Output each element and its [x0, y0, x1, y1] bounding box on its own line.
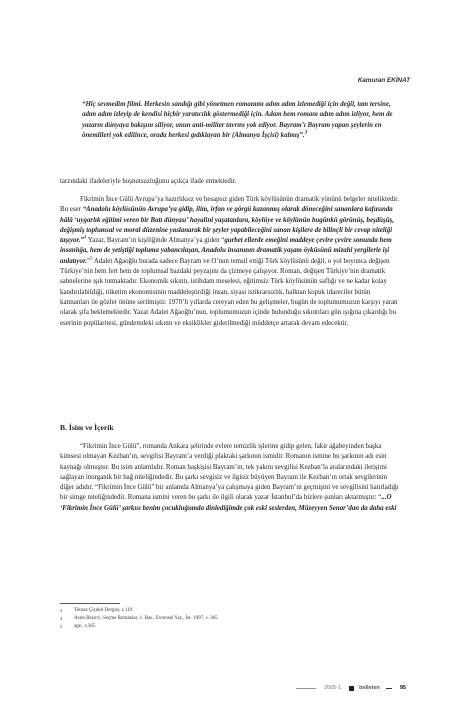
footer-dash — [386, 688, 392, 689]
square-bullet-icon — [349, 686, 354, 691]
footnote-ref: 5 — [90, 256, 93, 262]
quoted-text: gurbet ellerde emeğini maddeye çevire çevire sonunda hem insanlığa, hem de yetiştiği topluma yabancılaşan, Anadolu insanının dramatik yaşam öyküsünü mizahi yergilerle işi anlatıyor. — [60, 237, 392, 265]
footnote-text: Asım Bezirci, Seçme Romanlar, 1. Bas., Evrensel Yay., İst. 1997, s. 365 — [74, 616, 218, 622]
paragraph-text: Fikrimin İnce Gülü Avrupa’ya hazırlıksız ve hesapsız giden Türk köylüsünün dramatik yönünü belgeler niteliktedir. Bu eser — [60, 196, 399, 214]
block-quote-text: “Hiç sevmedim filmi. Herkesin sandığı gibi yönetmen romanımı adım adım izlemediği için değil, tam tersine, adım adım izleyip de kendisi hiçbir yaratıcılık göstermediği için. Adam hem romanı adım adım izliyor, hem de yazarın dünyaya bakışını siliyor, onun anti-militer tavrını yok ediyor. Bayram’ı Bayram yapan şeylerin en önemlileri yok edilince, orada herkesi gıdıklayan bir (Almanya İşçisi) kalmış”. — [82, 101, 393, 139]
footnote-item — [60, 607, 400, 615]
footnote-item — [60, 623, 400, 631]
footnote-divider — [60, 603, 120, 604]
running-header-author: Kamuran EKİNAT — [357, 77, 410, 84]
footnote-item — [60, 615, 400, 623]
footnote-ref: 4 — [83, 235, 87, 241]
body-paragraph-1 — [60, 195, 400, 329]
quoted-text: “Anadolu köylüsünün Avrupa’ya gidip, ilim, irfan ve görgü kazanmış olarak döneceğini sananlara kafasında hâlâ ‘uygarlık eğitimi veren bir Batı dünyası’ hayalini yaşatanlara, köylüye ve köylünün bugünkü görünüş, beşdüşüş, değişmiş toplumsal ve moral düzenine yaslanarak bir şeyler yapabileceğini sanan kişilere de bilinçli bir cevap niteliği taşıyor.” — [60, 206, 394, 245]
paragraph-text: ” — [87, 257, 91, 265]
footnote-number: 4 — [60, 616, 63, 622]
footnote-text: Tiknaz Çiçekli Dergisi, s.119 — [74, 608, 133, 613]
page-number: 95 — [399, 685, 406, 691]
section-heading: B. İsim ve İçerik — [60, 423, 114, 432]
footer-issue: 2005-1 — [323, 685, 342, 691]
footer-rule — [296, 688, 316, 689]
footnote-number: 3 — [60, 608, 63, 613]
body-paragraph-2 — [60, 442, 400, 514]
page-footer — [296, 685, 406, 691]
footnote-text: age., s.365 — [74, 624, 96, 630]
paragraph-text: Yazar, Bayram’ın kişiliğinde Almanya’ya giden “ — [86, 237, 225, 245]
quote-continuation-text: tarzındaki ifadeleriyle hoşnutsuzluğunu açıkça ifade etmektedir. — [60, 178, 237, 185]
footnote-ref: 3 — [304, 130, 308, 136]
footnote-number: 5 — [60, 624, 63, 630]
paragraph-text: Adalet Ağaoğlu burada sadece Bayram ve O’nun temsil ettiği Türk köylüsünü değil, o yol boyunca değişen Türkiye’nin hem fert hem de toplumsal bazdaki peyzajını da çizmeye çalışıyor. Roman, değişen Türkiye’nin dramatik sahnelerine ışık tutmaktadır. Ekonomik sıkıntı, istihdam meselesi, eğitimsiz Türk köylüsünün saflığı ve ne kadar kolay kandırılabildiği, tüketim ekonomisinin maddeleştirdiği insan, siyasi istikrarsızlık, halktan kopuk idareciler bütün katmanları ile gözler önüne serilmiştir. 1970’li yıllarda cereyan eden bu gelişmeler, bugün de toplumumuzun karşıyı yaran olarak şifa beklemektedir. Yazar Adalet Ağaoğlu’nun, toplumumuzun içinde bulunduğu sıkıntıları gün ışığına çıkardığı bu eserinin popülaritesi, gündemdeki sıkıntı ve eksiklikler giderilmediği müddetçe artarak devam edecektir. — [60, 257, 398, 327]
block-quote — [82, 100, 398, 141]
paragraph-text: “Fikrimin İnce Gülü”, romanda Ankara şehrinde evlere temizlik işlerine gidip gelen, fakir ağabeyinden başka kimsesi olmayan Kezban’ın, sevgilisi Bayram’a verdiği plaktaki şarkının ismidir. Romanın ismine bu şarkının adı esin kaynağı olmuştur. Bu isim anlamlıdır. Roman başkişisi Bayram’ın, tek yakını sevgilisi Kezban’la aralarındaki iletişimi sağlayan inorganik bir bağ niteliğindedir. Bu şarkı sevgisiz ve ilgisiz büyüyen Bayram ile Kezban’ın ortak sevgilerinin diğer adıdır. “Fikrimin İnce Gülü” bir anlamda Almanya’ya çalışmaya giden Bayram’ın geçmişini ve sevgilisini hatırladığı bir simge niteliğindedir. Romana ismini veren bu şarkı ile ilgili olarak yazar İstanbul’da bizlere şunları aktarmıştır: “ — [60, 443, 399, 502]
footnotes — [60, 607, 400, 632]
quoted-text: ...O ‘Fikrimin İnce Gülü’ şarkısı benim çocukluğumda dinlediğimde çok eski seslerden, Müzeyyen Senar’dan da daha eski — [60, 494, 397, 512]
journal-title: belleten — [359, 685, 380, 691]
